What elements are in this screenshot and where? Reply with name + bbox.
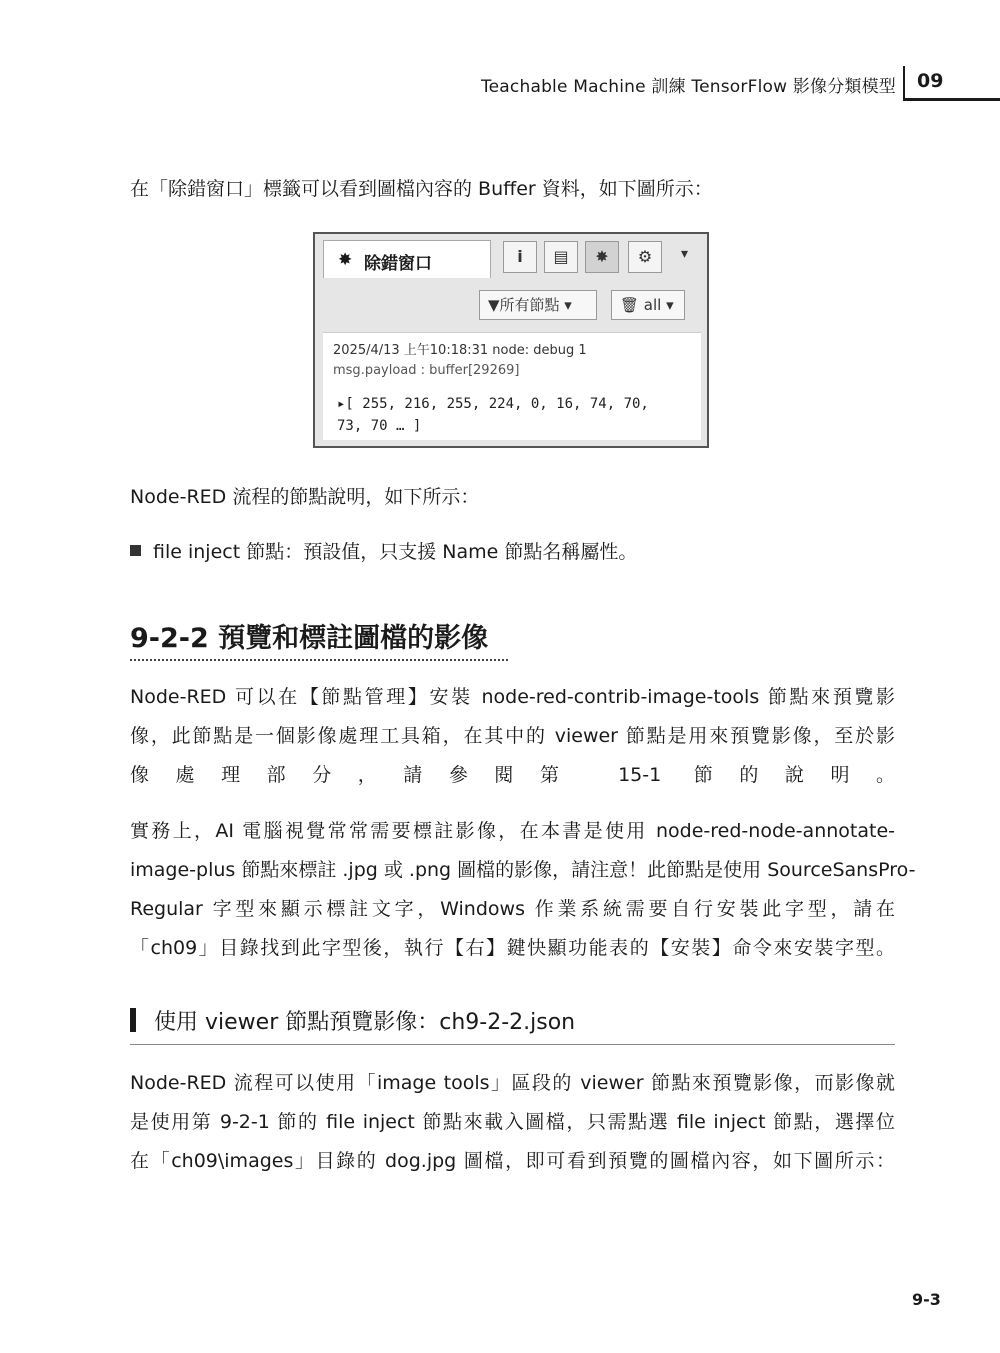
nodes-intro: Node-RED 流程的節點說明，如下所示： [130, 486, 480, 508]
clear-all-button[interactable]: 🗑 all ▾ [611, 290, 685, 320]
paragraph-2: 實務上，AI 電腦視覺常常需要標註影像，在本書是使用 node-red-node-annotate- image-plus 節點來標註 .jpg 或 .png 圖檔的影像，請注意！此節點是使用 SourceSansPro- Regular 字型來顯示標註文字，Windows 作業系統需要自行安裝此字型，請在 「ch09」目錄找到此字型後，執行【右】鍵快顯功能表的【安裝】命令來安裝字型。 [130, 820, 916, 959]
gear-icon[interactable]: ⚙ [628, 241, 662, 273]
section-underline [130, 659, 508, 661]
header-divider [903, 66, 905, 101]
bullet-item: file inject 節點：預設值，只支援 Name 節點名稱屬性。 [130, 537, 637, 564]
debug-tab-label: 除錯窗口 [364, 254, 432, 274]
heading-bar [130, 1008, 136, 1032]
chapter-number: 09 [917, 70, 944, 92]
message-meta: 2025/4/13 上午10:18:31 node: debug 1 [333, 343, 587, 358]
bug-icon[interactable]: ✸ [585, 241, 619, 273]
debug-tab[interactable] [323, 240, 491, 278]
filter-nodes-button[interactable]: ▼所有節點 ▾ [479, 290, 597, 320]
subsection-rule [130, 1044, 895, 1045]
message-array[interactable]: ▸[ 255, 216, 255, 224, 0, 16, 74, 70, 73, 70 … ] [337, 396, 649, 434]
header-title: Teachable Machine 訓練 TensorFlow 影像分類模型 [480, 77, 896, 97]
page-number: 9-3 [912, 1290, 941, 1309]
running-header [0, 64, 1000, 104]
debug-panel [313, 232, 709, 448]
chevron-down-icon[interactable]: ▾ [681, 246, 689, 262]
subsection-heading: 使用 viewer 節點預覽影像：ch9-2-2.json [130, 1005, 575, 1036]
section-heading: 9-2-2 預覽和標註圖檔的影像 [130, 623, 489, 654]
paragraph-3: Node-RED 流程可以使用「image tools」區段的 viewer 節點來預覽影像，而影像就 是使用第 9-2-1 節的 file inject 節點來載入圖檔，只需點選 file inject 節點，選擇位 在「ch09\images」目錄的 dog.jpg 圖檔，即可看到預覽的圖檔內容，如下圖所示： [130, 1072, 895, 1172]
debug-message [323, 332, 701, 440]
header-rule [905, 98, 1000, 101]
message-topic[interactable]: msg.payload : buffer[29269] [333, 363, 520, 378]
info-icon[interactable]: i [503, 241, 537, 273]
book-icon[interactable]: ▤ [544, 241, 578, 273]
intro-text: 在「除錯窗口」標籤可以看到圖檔內容的 Buffer 資料，如下圖所示： [130, 178, 713, 200]
paragraph-1: Node-RED 可以在【節點管理】安裝 node-red-contrib-image-tools 節點來預覽影 像，此節點是一個影像處理工具箱，在其中的 viewer 節點是用來預覽影像，至於影 像處理部分，請參閱第 15-1 節的說明。 [130, 686, 895, 786]
bullet-square-icon [130, 545, 141, 556]
bug-icon: ✸ [338, 250, 353, 270]
